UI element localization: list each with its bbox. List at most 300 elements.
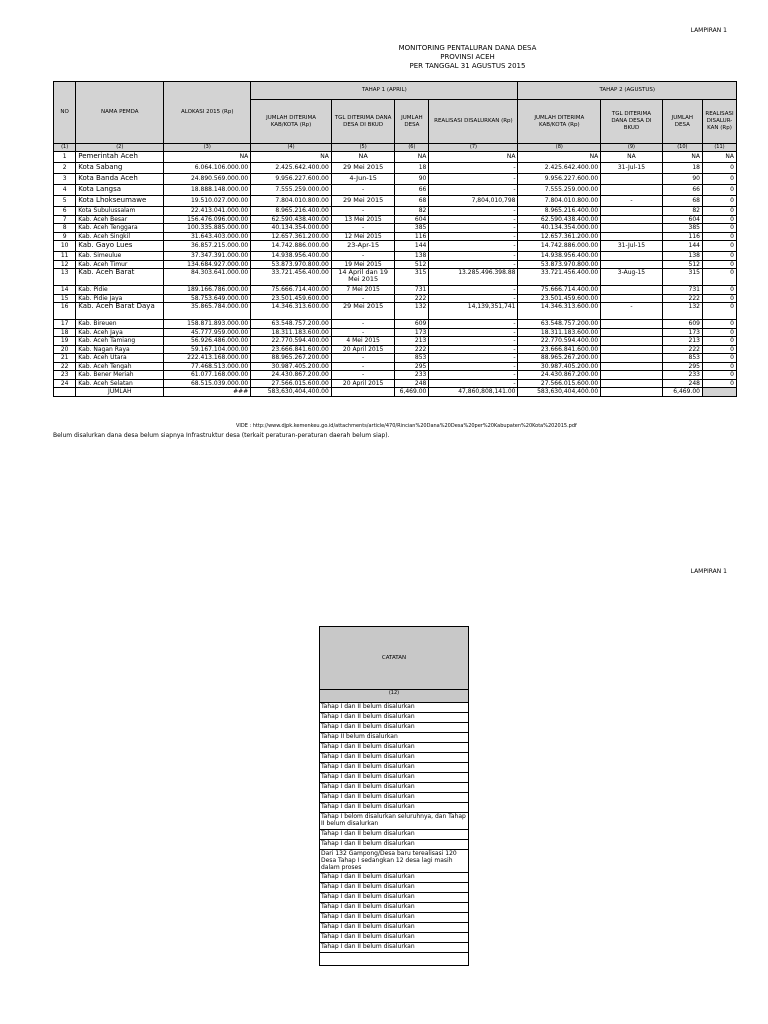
- row-t2-desa: NA: [662, 152, 702, 163]
- header-t1-desa: JUMLAH DESA: [395, 100, 429, 144]
- notes-row: [320, 913, 469, 923]
- header-nama: NAMA PEMDA: [76, 82, 164, 144]
- row-t1-realisasi: -: [429, 185, 518, 196]
- row-t1-jumlah: 33.721.456.400.00: [251, 269, 332, 286]
- report-title: [0, 44, 768, 71]
- row-name: Kab. Aceh Barat Daya: [76, 303, 164, 320]
- row-t2-desa: 116: [662, 232, 702, 241]
- row-name: Kota Banda Aceh: [76, 174, 164, 185]
- row-t1-jumlah: 63.548.757.200.00: [251, 320, 332, 329]
- table-row: [54, 362, 737, 371]
- row-alokasi: 134.684.927.000.00: [164, 260, 251, 269]
- row-alokasi: 19.510.027.000.00: [164, 196, 251, 207]
- source-link[interactable]: VIDE : http://www.djpk.kemenkeu.go.id/attachments/article/470/Rincian%20Dana%20Desa%20per%20Kabupaten%20Kota%202015.pdf: [236, 423, 577, 429]
- col-index: (9): [601, 144, 663, 152]
- header-t1-jumlah: JUMLAH DITERIMA KAB/KOTA (Rp): [251, 100, 332, 144]
- row-t2-desa: 138: [662, 252, 702, 261]
- row-t1-jumlah: NA: [251, 152, 332, 163]
- col-index: (1): [54, 144, 76, 152]
- row-alokasi: NA: [164, 152, 251, 163]
- row-t2-desa: 248: [662, 379, 702, 388]
- row-t2-realisasi: 0: [702, 260, 736, 269]
- total-empty: [601, 388, 663, 397]
- note-text: Tahap I dan II belum disalurkan: [320, 873, 469, 883]
- row-t1-jumlah: 62.590.438.400.00: [251, 215, 332, 224]
- row-t2-realisasi: 0: [702, 252, 736, 261]
- row-t2-jumlah: 22.770.594.400.00: [518, 337, 601, 346]
- row-t1-jumlah: 23.666.841.600.00: [251, 345, 332, 354]
- row-alokasi: 100.335.885.000.00: [164, 224, 251, 233]
- table-row: [54, 269, 737, 286]
- row-t2-tgl: [601, 337, 663, 346]
- note-text: Tahap II belum disalurkan: [320, 733, 469, 743]
- row-alokasi: 189.166.786.000.00: [164, 286, 251, 295]
- row-no: 4: [54, 185, 76, 196]
- row-name: Kab. Aceh Singkil: [76, 232, 164, 241]
- col-index: (4): [251, 144, 332, 152]
- row-name: Kab. Nagan Raya: [76, 345, 164, 354]
- total-t2-jumlah: 583,630,404,400.00: [518, 388, 601, 397]
- row-name: Kab. Aceh Selatan: [76, 379, 164, 388]
- total-t1-jumlah: 583,630,404,400.00: [251, 388, 332, 397]
- note-text: Tahap I dan II belum disalurkan: [320, 773, 469, 783]
- row-t2-tgl: [601, 215, 663, 224]
- table-row: [54, 371, 737, 380]
- row-t1-realisasi: -: [429, 294, 518, 303]
- row-t1-realisasi: 7,804,010,798: [429, 196, 518, 207]
- col-index: (6): [395, 144, 429, 152]
- row-t1-jumlah: 24.430.867.200.00: [251, 371, 332, 380]
- row-no: 11: [54, 252, 76, 261]
- row-alokasi: 37.347.391.000.00: [164, 252, 251, 261]
- notes-table: [319, 626, 469, 966]
- lampiran-label: LAMPIRAN 1: [690, 27, 727, 34]
- row-t1-realisasi: -: [429, 207, 518, 216]
- row-t2-desa: 385: [662, 224, 702, 233]
- row-t1-realisasi: -: [429, 371, 518, 380]
- table-row: [54, 354, 737, 363]
- row-t1-desa: 116: [395, 232, 429, 241]
- table-row: [54, 152, 737, 163]
- note-text: Tahap I dan II belum disalurkan: [320, 883, 469, 893]
- row-name: Kota Langsa: [76, 185, 164, 196]
- notes-row: [320, 933, 469, 943]
- notes-header: CATATAN: [320, 627, 469, 690]
- row-t1-desa: 512: [395, 260, 429, 269]
- note-text: Tahap I dan II belum disalurkan: [320, 893, 469, 903]
- header-no: NO: [54, 82, 76, 144]
- note-text: Tahap I dan II belum disalurkan: [320, 923, 469, 933]
- row-t1-realisasi: NA: [429, 152, 518, 163]
- row-name: Kota Subulussalam: [76, 207, 164, 216]
- notes-row: [320, 953, 469, 966]
- row-t1-realisasi: -: [429, 224, 518, 233]
- row-t1-desa: 248: [395, 379, 429, 388]
- row-t2-tgl: [601, 328, 663, 337]
- table-row: [54, 241, 737, 252]
- row-t1-realisasi: -: [429, 320, 518, 329]
- row-t1-desa: 853: [395, 354, 429, 363]
- row-t2-tgl: -: [601, 303, 663, 320]
- row-alokasi: 35.865.784.000.00: [164, 303, 251, 320]
- row-t2-tgl: [601, 185, 663, 196]
- note-text: Tahap I belom disalurkan seluruhnya, dan Tahap II belum disalurkan: [320, 813, 469, 830]
- row-t2-tgl: NA: [601, 152, 663, 163]
- table-row: [54, 207, 737, 216]
- row-name: Kab. Aceh Besar: [76, 215, 164, 224]
- row-name: Kab. Aceh Utara: [76, 354, 164, 363]
- row-alokasi: 61.077.168.000.00: [164, 371, 251, 380]
- lampiran-label-2: LAMPIRAN 1: [690, 568, 727, 575]
- row-t1-tgl: -: [331, 224, 395, 233]
- row-t1-tgl: -: [331, 185, 395, 196]
- row-t1-realisasi: -: [429, 174, 518, 185]
- row-t2-jumlah: 88.965.267.200.00: [518, 354, 601, 363]
- row-t2-realisasi: 0: [702, 241, 736, 252]
- row-t2-desa: 222: [662, 294, 702, 303]
- row-t2-jumlah: 12.657.361.200.00: [518, 232, 601, 241]
- row-t1-jumlah: 30.987.405.200.00: [251, 362, 332, 371]
- row-no: 23: [54, 371, 76, 380]
- total-row: [54, 388, 737, 397]
- row-t1-tgl: -: [331, 354, 395, 363]
- row-alokasi: 31.643.403.000.00: [164, 232, 251, 241]
- row-t1-jumlah: 14.742.886.000.00: [251, 241, 332, 252]
- row-no: 3: [54, 174, 76, 185]
- row-t1-tgl: 29 Mei 2015: [331, 303, 395, 320]
- row-t2-desa: 604: [662, 215, 702, 224]
- footnote: Belum disalurkan dana desa belum siapnya Infrastruktur desa (terkait peraturan-peraturan daerah belum siap).: [53, 432, 390, 439]
- header-t1-tgl: TGL DITERIMA DANA DESA DI BKUD: [331, 100, 395, 144]
- row-t2-jumlah: 14.346.313.600.00: [518, 303, 601, 320]
- row-t2-jumlah: 23.501.459.600.00: [518, 294, 601, 303]
- note-text: Tahap I dan II belum disalurkan: [320, 743, 469, 753]
- row-t1-tgl: -: [331, 362, 395, 371]
- header-tahap1: TAHAP 1 (APRIL): [251, 82, 518, 100]
- note-text: [320, 953, 469, 966]
- row-t2-tgl: [601, 371, 663, 380]
- row-name: Kab. Pidie Jaya: [76, 294, 164, 303]
- row-alokasi: 45.777.959.000.00: [164, 328, 251, 337]
- row-t1-tgl: 14 April dan 19 Mei 2015: [331, 269, 395, 286]
- row-t2-realisasi: 0: [702, 185, 736, 196]
- total-t1-realisasi: 47,860,808,141.00: [429, 388, 518, 397]
- row-t1-realisasi: -: [429, 260, 518, 269]
- note-text: Tahap I dan II belum disalurkan: [320, 723, 469, 733]
- row-t2-jumlah: 14.742.886.000.00: [518, 241, 601, 252]
- row-no: 10: [54, 241, 76, 252]
- row-t2-tgl: [601, 345, 663, 354]
- note-text: Tahap I dan II belum disalurkan: [320, 803, 469, 813]
- row-t1-tgl: 12 Mei 2015: [331, 232, 395, 241]
- note-text: Tahap I dan II belum disalurkan: [320, 903, 469, 913]
- row-t1-tgl: 4 Mei 2015: [331, 337, 395, 346]
- notes-row: [320, 733, 469, 743]
- row-t2-jumlah: 14.938.956.400.00: [518, 252, 601, 261]
- row-t2-tgl: [601, 286, 663, 295]
- row-t2-realisasi: 0: [702, 174, 736, 185]
- row-t2-jumlah: 63.548.757.200.00: [518, 320, 601, 329]
- row-t1-desa: 66: [395, 185, 429, 196]
- notes-row: [320, 723, 469, 733]
- row-t1-realisasi: -: [429, 354, 518, 363]
- table-row: [54, 328, 737, 337]
- row-t2-jumlah: 27.566.015.600.00: [518, 379, 601, 388]
- row-t1-tgl: 19 Mei 2015: [331, 260, 395, 269]
- row-t1-desa: 82: [395, 207, 429, 216]
- header-alokasi: ALOKASI 2015 (Rp): [164, 82, 251, 144]
- table-row: [54, 163, 737, 174]
- row-t1-tgl: -: [331, 328, 395, 337]
- row-t2-desa: 853: [662, 354, 702, 363]
- notes-row: [320, 783, 469, 793]
- row-no: 19: [54, 337, 76, 346]
- title-line-1: MONITORING PENTALURAN DANA DESA: [398, 44, 537, 52]
- table-row: [54, 320, 737, 329]
- row-name: Kab. Aceh Barat: [76, 269, 164, 286]
- row-t2-jumlah: 33.721.456.400.00: [518, 269, 601, 286]
- title-line-2: PROVINSI ACEH: [440, 53, 495, 61]
- row-t2-tgl: [601, 207, 663, 216]
- row-t1-jumlah: 22.770.594.400.00: [251, 337, 332, 346]
- notes-row: [320, 813, 469, 830]
- row-t2-tgl: [601, 320, 663, 329]
- row-t2-realisasi: 0: [702, 215, 736, 224]
- row-t1-tgl: -: [331, 320, 395, 329]
- row-t1-jumlah: 2.425.642.400.00: [251, 163, 332, 174]
- row-t1-desa: 132: [395, 303, 429, 320]
- col-index: (10): [662, 144, 702, 152]
- row-t2-tgl: [601, 379, 663, 388]
- note-text: Dari 132 Gampong/Desa baru terealisasi 120 Desa Tahap I sedangkan 12 desa lagi masih dalam proses: [320, 850, 469, 873]
- row-no: 7: [54, 215, 76, 224]
- row-alokasi: 84.303.641.000.00: [164, 269, 251, 286]
- col-index: (2): [76, 144, 164, 152]
- row-t2-desa: 512: [662, 260, 702, 269]
- table-row: [54, 252, 737, 261]
- row-t2-jumlah: 24.430.867.200.00: [518, 371, 601, 380]
- row-no: 8: [54, 224, 76, 233]
- table-row: [54, 174, 737, 185]
- row-t1-jumlah: 14.346.313.600.00: [251, 303, 332, 320]
- row-t2-realisasi: 0: [702, 337, 736, 346]
- row-t1-desa: 68: [395, 196, 429, 207]
- row-alokasi: 18.888.148.000.00: [164, 185, 251, 196]
- row-no: 21: [54, 354, 76, 363]
- row-t1-desa: 18: [395, 163, 429, 174]
- header-t2-tgl: TGL DITERIMA DANA DESA DI BKUD: [601, 100, 663, 144]
- table-row: [54, 379, 737, 388]
- row-t2-realisasi: 0: [702, 345, 736, 354]
- table-row: [54, 185, 737, 196]
- row-t1-tgl: -: [331, 252, 395, 261]
- row-t2-realisasi: 0: [702, 163, 736, 174]
- row-no: 12: [54, 260, 76, 269]
- row-t1-realisasi: -: [429, 345, 518, 354]
- row-t2-desa: 90: [662, 174, 702, 185]
- notes-row: [320, 753, 469, 763]
- row-t2-desa: 66: [662, 185, 702, 196]
- row-t2-desa: 132: [662, 303, 702, 320]
- total-empty: [331, 388, 395, 397]
- row-t1-jumlah: 40.134.354.000.00: [251, 224, 332, 233]
- row-no: 24: [54, 379, 76, 388]
- row-no: 16: [54, 303, 76, 320]
- note-text: Tahap I dan II belum disalurkan: [320, 793, 469, 803]
- row-t1-realisasi: -: [429, 337, 518, 346]
- row-t1-realisasi: -: [429, 241, 518, 252]
- row-t2-jumlah: 40.134.354.000.00: [518, 224, 601, 233]
- row-name: Kab. Aceh Timur: [76, 260, 164, 269]
- note-text: Tahap I dan II belum disalurkan: [320, 933, 469, 943]
- table-row: [54, 294, 737, 303]
- row-t1-desa: 731: [395, 286, 429, 295]
- row-name: Kab. Aceh Tenggara: [76, 224, 164, 233]
- table-row: [54, 337, 737, 346]
- col-index: (8): [518, 144, 601, 152]
- row-t2-desa: 609: [662, 320, 702, 329]
- notes-row: [320, 943, 469, 953]
- row-t2-desa: 82: [662, 207, 702, 216]
- row-t2-realisasi: 0: [702, 328, 736, 337]
- row-t1-desa: 295: [395, 362, 429, 371]
- row-t1-tgl: 20 April 2015: [331, 345, 395, 354]
- row-t2-desa: 173: [662, 328, 702, 337]
- row-t1-jumlah: 12.657.361.200.00: [251, 232, 332, 241]
- row-t2-realisasi: 0: [702, 294, 736, 303]
- row-t2-realisasi: 0: [702, 320, 736, 329]
- row-alokasi: 22.413.041.000.00: [164, 207, 251, 216]
- header-t1-realisasi: REALISASI DISALURKAN (Rp): [429, 100, 518, 144]
- row-name: Kab. Bireuen: [76, 320, 164, 329]
- row-t1-desa: 144: [395, 241, 429, 252]
- row-t1-desa: 604: [395, 215, 429, 224]
- row-alokasi: 24.890.569.000.00: [164, 174, 251, 185]
- row-no: 1: [54, 152, 76, 163]
- table-row: [54, 215, 737, 224]
- notes-row: [320, 713, 469, 723]
- row-t2-desa: 68: [662, 196, 702, 207]
- row-t1-tgl: -: [331, 371, 395, 380]
- row-t1-jumlah: 53.873.970.800.00: [251, 260, 332, 269]
- row-t1-tgl: -: [331, 207, 395, 216]
- row-t2-desa: 233: [662, 371, 702, 380]
- row-name: Kab. Aceh Tamiang: [76, 337, 164, 346]
- row-t1-desa: 138: [395, 252, 429, 261]
- col-index: (5): [331, 144, 395, 152]
- note-text: Tahap I dan II belum disalurkan: [320, 840, 469, 850]
- table-row: [54, 286, 737, 295]
- row-t2-tgl: [601, 224, 663, 233]
- row-t1-realisasi: -: [429, 215, 518, 224]
- row-t2-tgl: [601, 232, 663, 241]
- row-t2-tgl: 3-Aug-15: [601, 269, 663, 286]
- note-text: Tahap I dan II belum disalurkan: [320, 830, 469, 840]
- row-t1-realisasi: -: [429, 232, 518, 241]
- row-name: Kab. Simeulue: [76, 252, 164, 261]
- row-t2-jumlah: 23.666.841.600.00: [518, 345, 601, 354]
- row-t1-jumlah: 7.804.010.800.00: [251, 196, 332, 207]
- row-alokasi: 158.871.893.000.00: [164, 320, 251, 329]
- row-t1-realisasi: -: [429, 286, 518, 295]
- row-t1-tgl: 29 Mei 2015: [331, 163, 395, 174]
- row-t1-jumlah: 8.965.216.400.00: [251, 207, 332, 216]
- row-t2-tgl: -: [601, 196, 663, 207]
- row-t1-jumlah: 14.938.956.400.00: [251, 252, 332, 261]
- row-t1-jumlah: 7.555.259.000.00: [251, 185, 332, 196]
- notes-row: [320, 743, 469, 753]
- row-t2-desa: 144: [662, 241, 702, 252]
- row-t1-realisasi: -: [429, 252, 518, 261]
- row-t2-jumlah: 30.987.405.200.00: [518, 362, 601, 371]
- row-no: 17: [54, 320, 76, 329]
- note-text: Tahap I dan II belum disalurkan: [320, 713, 469, 723]
- row-t1-tgl: 23-Apr-15: [331, 241, 395, 252]
- row-t2-jumlah: 75.666.714.400.00: [518, 286, 601, 295]
- row-t2-realisasi: 0: [702, 379, 736, 388]
- notes-row: [320, 923, 469, 933]
- row-t2-tgl: [601, 260, 663, 269]
- row-t1-desa: 213: [395, 337, 429, 346]
- notes-row: [320, 803, 469, 813]
- total-label: JUMLAH: [76, 388, 164, 397]
- row-t2-realisasi: NA: [702, 152, 736, 163]
- row-name: Kab. Gayo Lues: [76, 241, 164, 252]
- row-t1-desa: 385: [395, 224, 429, 233]
- title-line-3: PER TANGGAL 31 AGUSTUS 2015: [409, 62, 526, 70]
- row-t2-jumlah: 18.311.183.600.00: [518, 328, 601, 337]
- row-t1-desa: 222: [395, 294, 429, 303]
- row-t2-jumlah: 2.425.642.400.00: [518, 163, 601, 174]
- table-row: [54, 196, 737, 207]
- row-t1-realisasi: 13.285.496.398.88: [429, 269, 518, 286]
- row-alokasi: 59.167.104.000.00: [164, 345, 251, 354]
- notes-row: [320, 763, 469, 773]
- note-text: Tahap I dan II belum disalurkan: [320, 913, 469, 923]
- table-row: [54, 260, 737, 269]
- row-name: Kab. Aceh Jaya: [76, 328, 164, 337]
- row-t1-realisasi: -: [429, 163, 518, 174]
- notes-row: [320, 773, 469, 783]
- row-t1-tgl: 20 April 2015: [331, 379, 395, 388]
- note-text: Tahap I dan II belum disalurkan: [320, 783, 469, 793]
- notes-row: [320, 703, 469, 713]
- row-t1-tgl: -: [331, 294, 395, 303]
- notes-row: [320, 883, 469, 893]
- notes-row: [320, 850, 469, 873]
- row-no: 9: [54, 232, 76, 241]
- notes-row: [320, 840, 469, 850]
- distribution-table: [53, 81, 737, 397]
- row-no: 14: [54, 286, 76, 295]
- table-row: [54, 345, 737, 354]
- row-t2-desa: 18: [662, 163, 702, 174]
- row-t2-jumlah: 53.873.970.800.00: [518, 260, 601, 269]
- notes-row: [320, 873, 469, 883]
- note-text: Tahap I dan II belum disalurkan: [320, 763, 469, 773]
- notes-row: [320, 893, 469, 903]
- row-t1-jumlah: 88.965.267.200.00: [251, 354, 332, 363]
- row-no: 2: [54, 163, 76, 174]
- col-index: (11): [702, 144, 736, 152]
- row-name: Kota Lhokseumawe: [76, 196, 164, 207]
- row-t2-tgl: [601, 252, 663, 261]
- row-t1-desa: NA: [395, 152, 429, 163]
- row-no: 18: [54, 328, 76, 337]
- row-name: Kota Sabang: [76, 163, 164, 174]
- row-t1-tgl: 7 Mei 2015: [331, 286, 395, 295]
- row-t2-jumlah: 9.956.227.600.00: [518, 174, 601, 185]
